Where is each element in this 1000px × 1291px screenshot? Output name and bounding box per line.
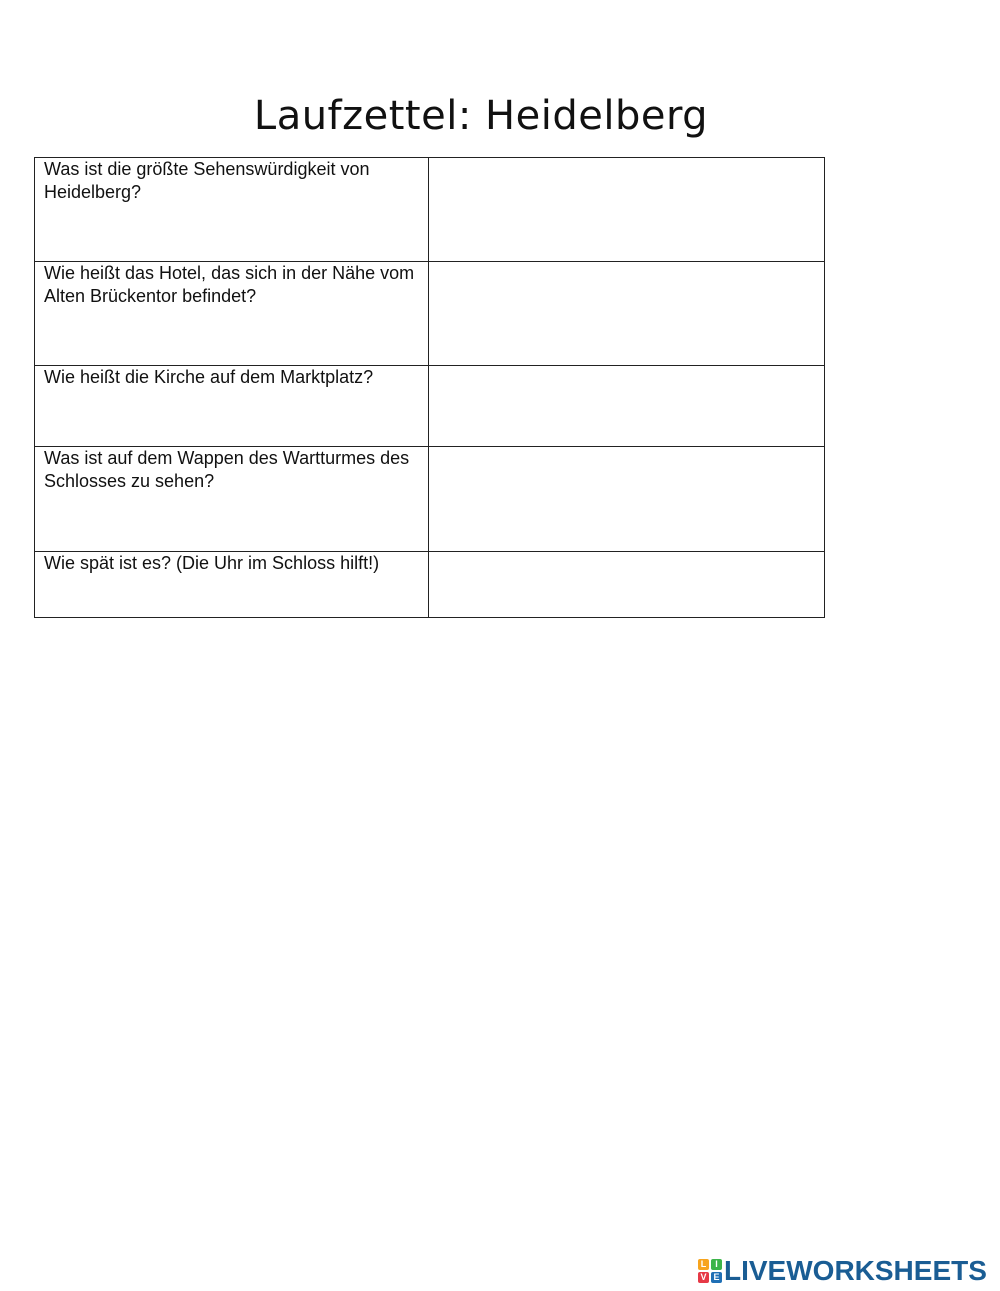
page-title: Laufzettel: Heidelberg: [253, 93, 709, 139]
logo-mark-icon: [698, 1259, 721, 1283]
question-cell: [35, 158, 429, 262]
answer-input[interactable]: [429, 447, 824, 551]
question-text: Was ist die größte Sehenswürdigkeit von Heidelberg?: [44, 159, 370, 202]
question-cell: [35, 447, 429, 552]
question-cell: [35, 366, 429, 447]
question-text: Wie heißt das Hotel, das sich in der Nähe vom Alten Brückentor befindet?: [44, 263, 415, 306]
answer-cell[interactable]: [429, 262, 825, 366]
table-row: [35, 262, 825, 366]
answer-input[interactable]: [429, 262, 824, 365]
question-cell: [35, 262, 429, 366]
logo-mark-tile: E: [711, 1272, 722, 1283]
question-table: [34, 157, 825, 618]
answer-cell[interactable]: [429, 366, 825, 447]
logo-mark-tile: V: [698, 1272, 709, 1283]
liveworksheets-logo: [698, 1256, 987, 1286]
logo-mark-tile: I: [711, 1259, 722, 1270]
question-text: Wie heißt die Kirche auf dem Marktplatz?: [44, 367, 374, 387]
table-row: [35, 552, 825, 618]
answer-input[interactable]: [429, 552, 824, 617]
table-row: [35, 366, 825, 447]
answer-cell[interactable]: [429, 158, 825, 262]
table-row: [35, 447, 825, 552]
logo-mark-tile: L: [698, 1259, 709, 1270]
answer-input[interactable]: [429, 158, 824, 261]
question-text: Was ist auf dem Wappen des Wartturmes des Schlosses zu sehen?: [44, 448, 410, 491]
table-row: [35, 158, 825, 262]
answer-input[interactable]: [429, 366, 824, 446]
question-text: Wie spät ist es? (Die Uhr im Schloss hilft!): [44, 553, 380, 573]
answer-cell[interactable]: [429, 447, 825, 552]
question-cell: [35, 552, 429, 618]
logo-text: LIVEWORKSHEETS: [724, 1255, 987, 1286]
answer-cell[interactable]: [429, 552, 825, 618]
